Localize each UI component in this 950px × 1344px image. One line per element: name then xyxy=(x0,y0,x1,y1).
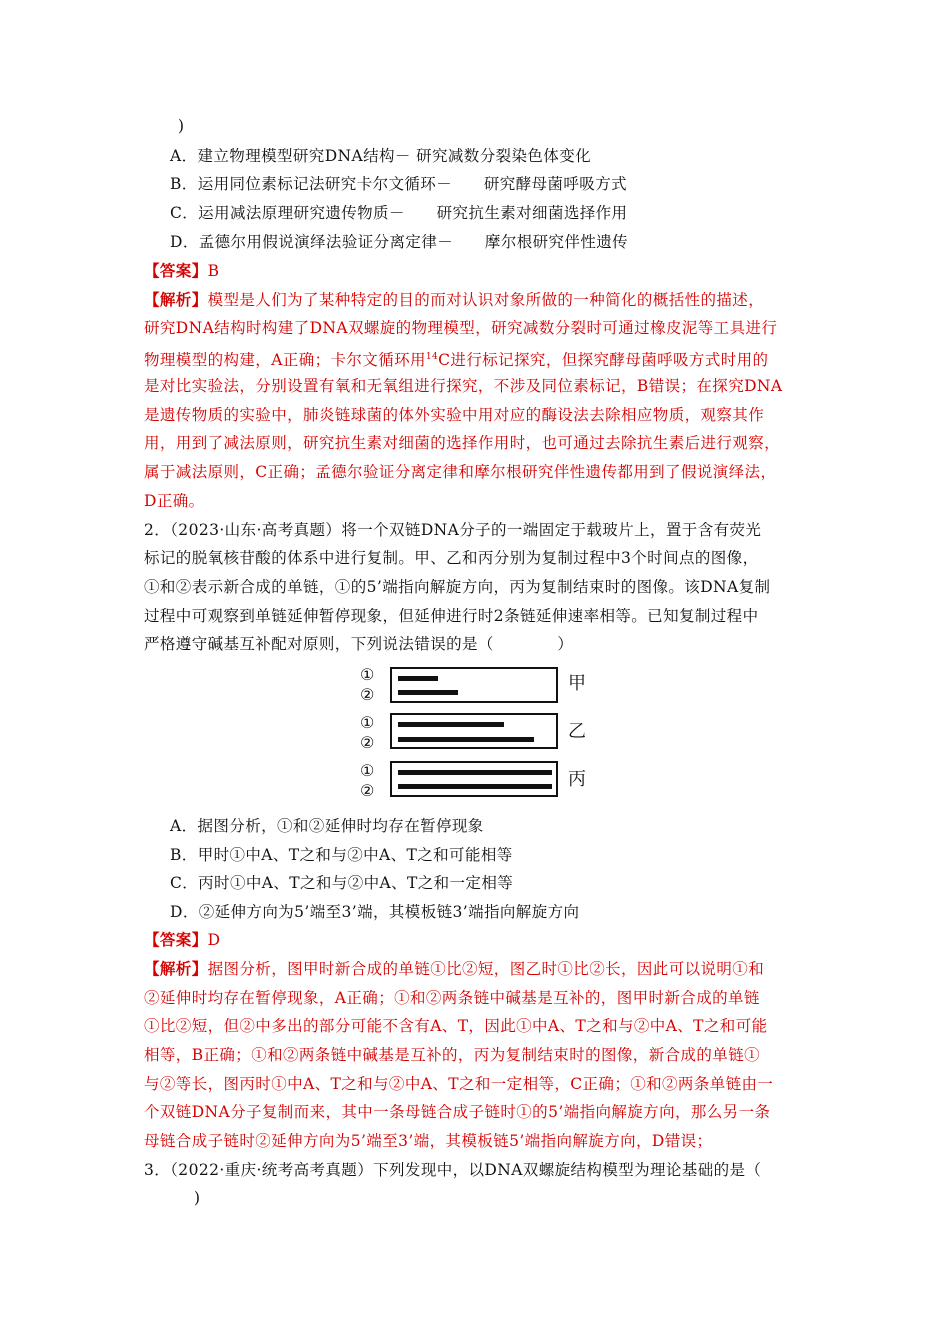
q2-option-c: C．丙时①中A、T之和与②中A、T之和一定相等 xyxy=(170,874,514,892)
strand-1-label: ① xyxy=(360,665,375,684)
strand-2 xyxy=(398,737,534,742)
strand-1-label: ① xyxy=(360,713,375,732)
q2-stem-line: 标记的脱氧核苷酸的体系中进行复制。甲、乙和丙分别为复制过程中3个时间点的图像， xyxy=(144,549,759,567)
q2-stem-line: 2．（2023·山东·高考真题）将一个双链DNA分子的一端固定于载玻片上，置于含有荧光 xyxy=(144,521,762,539)
panel-bing xyxy=(360,760,600,802)
q1-analysis-line: 用，用到了减法原则，研究抗生素对细菌的选择作用时，也可通过去除抗生素后进行观察， xyxy=(144,434,781,452)
strand-2-label: ② xyxy=(360,733,375,752)
q1-analysis-line: 是遗传物质的实验中，肺炎链球菌的体外实验中用对应的酶设法去除相应物质，观察其作 xyxy=(144,406,765,424)
analysis-tag: 【解析】 xyxy=(144,290,208,309)
q2-analysis-line: ②延伸时均存在暂停现象，A正确；①和②两条链中碱基是互补的，图甲时新合成的单链 xyxy=(144,989,760,1007)
q1-stem-tail: ) xyxy=(178,117,185,135)
q2-analysis-line: 相等，B正确；①和②两条链中碱基是互补的，丙为复制结束时的图像，新合成的单链① xyxy=(144,1046,760,1064)
q1-option-b: B．运用同位素标记法研究卡尔文循环－ 研究酵母菌呼吸方式 xyxy=(170,175,627,193)
strand-1 xyxy=(398,676,438,681)
strand-1 xyxy=(398,770,552,775)
q3-stem-line: 3．（2022·重庆·统考高考真题）下列发现中，以DNA双螺旋结构模型为理论基础的是（ xyxy=(144,1161,762,1179)
answer-tag: 【答案】 xyxy=(144,930,208,949)
q2-analysis-line: 【解析】据图分析，图甲时新合成的单链①比②短，图乙时①比②长，因此可以说明①和 xyxy=(144,959,765,978)
q2-option-a: A．据图分析，①和②延伸时均存在暂停现象 xyxy=(170,817,484,835)
panel-yi xyxy=(360,712,600,754)
q1-analysis-line: 是对比实验法，分别设置有氧和无氧组进行探究，不涉及同位素标记，B错误；在探究DNA xyxy=(144,377,783,395)
q2-analysis-line: 母链合成子链时②延伸方向为5’端至3’端，其模板链5’端指向解旋方向，D错误； xyxy=(144,1132,713,1150)
panel-jia xyxy=(360,664,600,706)
q2-option-d: D．②延伸方向为5’端至3’端，其模板链3’端指向解旋方向 xyxy=(170,903,580,921)
q2-analysis-line: 个双链DNA分子复制而来，其中一条母链合成子链时①的5’端指向解旋方向，那么另一条 xyxy=(144,1103,771,1121)
q1-analysis-line: D正确。 xyxy=(144,492,205,510)
strand-1 xyxy=(398,722,504,727)
answer-value: B xyxy=(207,262,220,280)
strand-2-label: ② xyxy=(360,781,375,800)
replication-figure xyxy=(360,664,600,804)
answer-tag: 【答案】 xyxy=(144,261,208,280)
panel-box xyxy=(390,761,558,797)
q1-analysis-line: 【解析】模型是人们为了某种特定的目的而对认识对象所做的一种简化的概括性的描述， xyxy=(144,290,765,309)
strand-2 xyxy=(398,784,552,789)
q1-analysis-line: 研究DNA结构时构建了DNA双螺旋的物理模型，研究减数分裂时可通过橡皮泥等工具进行 xyxy=(144,319,778,337)
q3-stem-line: ) xyxy=(194,1189,201,1207)
panel-label: 甲 xyxy=(568,673,586,694)
strand-2 xyxy=(398,690,458,695)
strand-1-label: ① xyxy=(360,761,375,780)
q1-option-c: C．运用减法原理研究遗传物质－ 研究抗生素对细菌选择作用 xyxy=(170,204,628,222)
q2-stem-line: ①和②表示新合成的单链，①的5’端指向解旋方向，丙为复制结束时的图像。该DNA复制 xyxy=(144,578,771,596)
panel-box xyxy=(390,713,558,749)
q1-analysis-line: 属于减法原则，C正确；孟德尔验证分离定律和摩尔根研究伴性遗传都用到了假说演绎法， xyxy=(144,463,777,481)
q1-answer xyxy=(144,261,219,281)
q2-option-b: B．甲时①中A、T之和与②中A、T之和可能相等 xyxy=(170,846,513,864)
isotope-superscript: 14 xyxy=(425,352,439,362)
q1-analysis-line: 物理模型的构建，A正确；卡尔文循环用$^{14}$C进行标记探究，但探究酵母菌呼吸方式时用的 xyxy=(144,351,769,370)
panel-box xyxy=(390,667,558,703)
strand-2-label: ② xyxy=(360,685,375,704)
q1-option-d: D．孟德尔用假说演绎法验证分离定律－ 摩尔根研究伴性遗传 xyxy=(170,233,629,251)
panel-label: 乙 xyxy=(568,721,586,742)
q1-option-a: A．建立物理模型研究DNA结构－ 研究减数分裂染色体变化 xyxy=(170,147,592,165)
answer-value: D xyxy=(207,931,221,949)
q2-stem-line: 严格遵守碱基互补配对原则，下列说法错误的是（ ） xyxy=(144,635,574,653)
q2-analysis-line: ①比②短，但②中多出的部分可能不含有A、T，因此①中A、T之和与②中A、T之和可能 xyxy=(144,1017,768,1035)
q2-analysis-line: 与②等长，图丙时①中A、T之和与②中A、T之和一定相等，C正确；①和②两条单链由一 xyxy=(144,1075,774,1093)
q2-answer xyxy=(144,930,220,950)
analysis-tag: 【解析】 xyxy=(144,959,208,978)
panel-label: 丙 xyxy=(568,769,586,790)
q2-stem-line: 过程中可观察到单链延伸暂停现象，但延伸进行时2条链延伸速率相等。已知复制过程中 xyxy=(144,607,759,625)
